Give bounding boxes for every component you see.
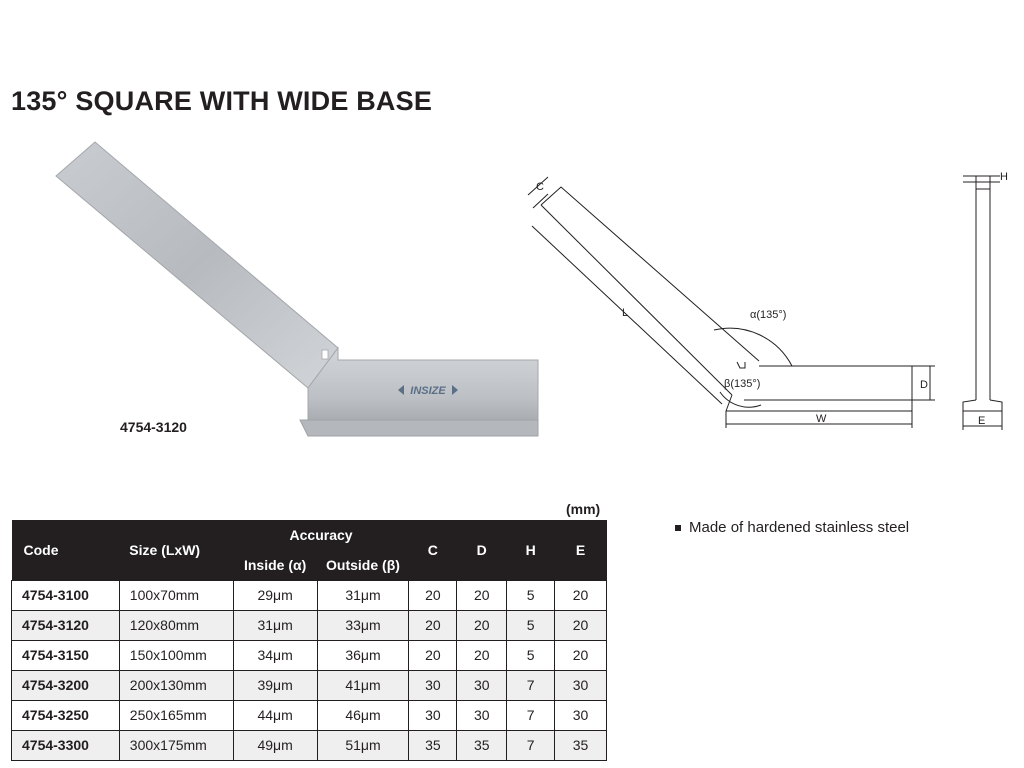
header-size: Size (LxW): [119, 520, 233, 580]
header-inside: Inside (α): [233, 550, 317, 580]
angle-beta: β(135°): [724, 378, 761, 390]
cell-code: 4754-3250: [12, 700, 120, 730]
table-row: [12, 640, 607, 670]
header-code: Code: [12, 520, 120, 580]
units-label: (mm): [566, 501, 601, 517]
cell-inside: 39μm: [233, 670, 317, 700]
cell-outside: 33μm: [317, 610, 409, 640]
cell-h: 7: [507, 670, 555, 700]
cell-e: 35: [555, 730, 607, 760]
feature-text: Made of hardened stainless steel: [689, 519, 910, 536]
page-title: 135° SQUARE WITH WIDE BASE: [11, 86, 433, 116]
cell-e: 20: [555, 580, 607, 610]
table-row: [12, 730, 607, 760]
dim-l: L: [622, 307, 629, 319]
cell-e: 30: [555, 700, 607, 730]
cell-size: 100x70mm: [119, 580, 233, 610]
dim-e: E: [978, 415, 986, 427]
cell-size: 300x175mm: [119, 730, 233, 760]
header-accuracy: Accuracy: [233, 520, 409, 550]
photo-caption: 4754-3120: [120, 419, 187, 435]
cell-outside: 36μm: [317, 640, 409, 670]
spec-table: [11, 520, 607, 761]
cell-inside: 34μm: [233, 640, 317, 670]
header-outside: Outside (β): [317, 550, 409, 580]
cell-outside: 41μm: [317, 670, 409, 700]
cell-d: 20: [457, 640, 507, 670]
header-h: H: [507, 520, 555, 580]
table-row: [12, 610, 607, 640]
cell-h: 5: [507, 610, 555, 640]
table-row: [12, 670, 607, 700]
cell-code: 4754-3150: [12, 640, 120, 670]
cell-c: 35: [409, 730, 457, 760]
dim-c: C: [536, 181, 544, 193]
header-c: C: [409, 520, 457, 580]
cell-outside: 46μm: [317, 700, 409, 730]
header-d: D: [457, 520, 507, 580]
cell-d: 30: [457, 700, 507, 730]
cell-inside: 49μm: [233, 730, 317, 760]
cell-h: 5: [507, 640, 555, 670]
cell-c: 20: [409, 640, 457, 670]
cell-outside: 51μm: [317, 730, 409, 760]
header-e: E: [555, 520, 607, 580]
cell-d: 20: [457, 610, 507, 640]
cell-inside: 29μm: [233, 580, 317, 610]
cell-outside: 31μm: [317, 580, 409, 610]
dim-d: D: [920, 379, 928, 391]
cell-h: 5: [507, 580, 555, 610]
cell-e: 30: [555, 670, 607, 700]
cell-h: 7: [507, 730, 555, 760]
cell-e: 20: [555, 640, 607, 670]
cell-code: 4754-3200: [12, 670, 120, 700]
cell-size: 250x165mm: [119, 700, 233, 730]
cell-d: 20: [457, 580, 507, 610]
table-row: [12, 700, 607, 730]
cell-inside: 44μm: [233, 700, 317, 730]
cell-c: 20: [409, 610, 457, 640]
cell-size: 150x100mm: [119, 640, 233, 670]
dim-w: W: [816, 413, 827, 425]
angle-alpha: α(135°): [750, 309, 787, 321]
cell-inside: 31μm: [233, 610, 317, 640]
feature-item: [675, 519, 909, 536]
cell-d: 30: [457, 670, 507, 700]
cell-c: 30: [409, 670, 457, 700]
cell-c: 20: [409, 580, 457, 610]
cell-h: 7: [507, 700, 555, 730]
cell-code: 4754-3120: [12, 610, 120, 640]
cell-size: 120x80mm: [119, 610, 233, 640]
svg-text:INSIZE: INSIZE: [410, 385, 446, 397]
table-row: [12, 580, 607, 610]
cell-size: 200x130mm: [119, 670, 233, 700]
bullet-icon: [675, 525, 681, 531]
cell-code: 4754-3100: [12, 580, 120, 610]
cell-d: 35: [457, 730, 507, 760]
cell-code: 4754-3300: [12, 730, 120, 760]
dim-h: H: [1000, 171, 1008, 183]
cell-e: 20: [555, 610, 607, 640]
cell-c: 30: [409, 700, 457, 730]
